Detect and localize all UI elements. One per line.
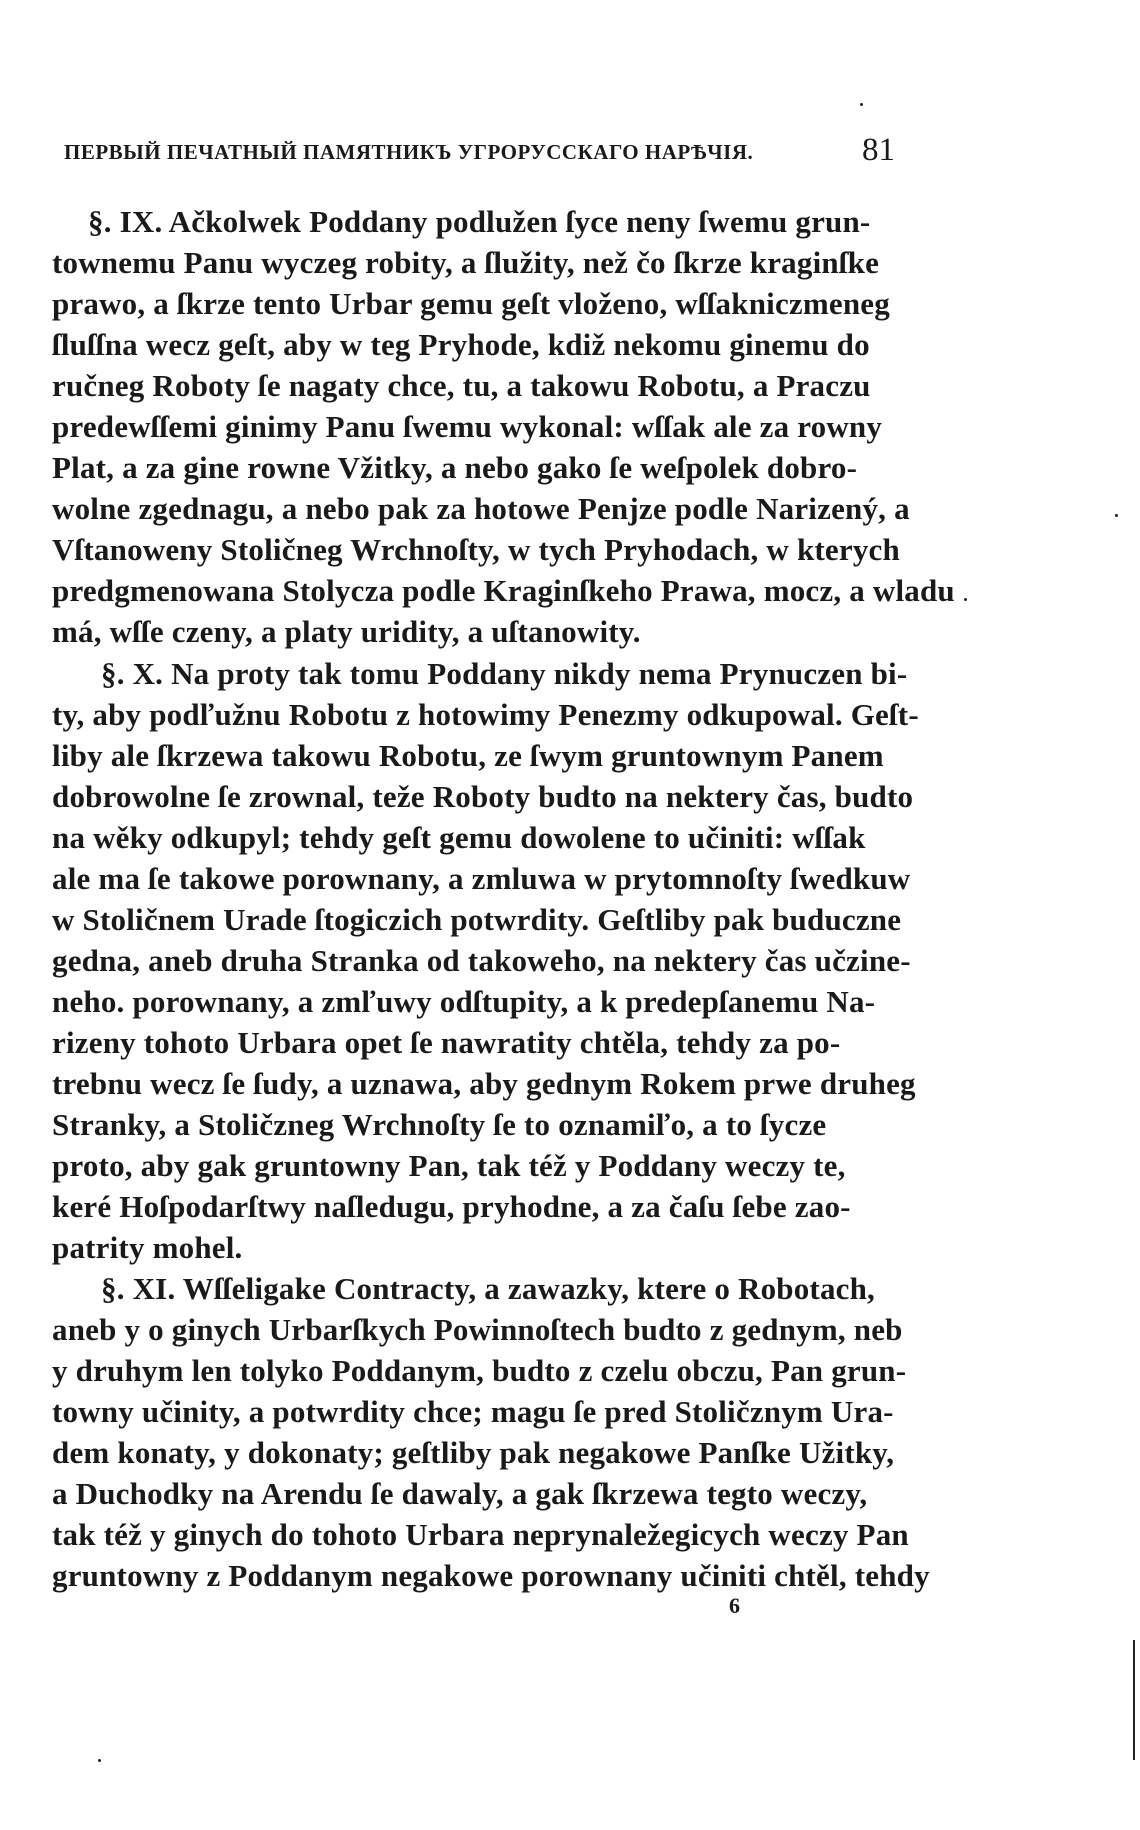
text-line: townemu Panu wyczeg robity, a ſlužity, než čo ſkrze kraginſke — [52, 245, 880, 280]
scan-speck — [860, 103, 863, 106]
text-line: a Duchodky na Arendu ſe dawaly, a gak ſkrzewa tegto weczy, — [52, 1476, 868, 1511]
scan-speck — [964, 598, 967, 601]
text-line: gruntowny z Poddanym negakowe porownany učiniti chtěl, tehdy — [52, 1558, 930, 1593]
text-line: predewſſemi ginimy Panu ſwemu wykonal: wſſak ale za rowny — [52, 409, 883, 444]
text-line: gedna, aneb druha Stranka od takoweho, na nektery čas učzine- — [52, 943, 911, 978]
text-line: ty, aby podľužnu Robotu z hotowimy Penezmy odkupowal. Geſt- — [52, 697, 919, 732]
scan-speck — [1115, 514, 1118, 517]
text-line: proto, aby gak gruntowny Pan, tak též y Poddany weczy te, — [52, 1148, 846, 1183]
running-title: ПЕРВЫЙ ПЕЧАТНЫЙ ПАМЯТНИКЪ УГРОРУССКАГО НАРѢЧІЯ. — [64, 140, 754, 164]
page-number: 81 — [862, 132, 895, 168]
text-line: ale ma ſe takowe porownany, a zmluwa w prytomnoſty ſwedkuw — [52, 861, 911, 896]
text-line: keré Hoſpodarſtwy naſledugu, pryhodne, a za čaſu ſebe zao- — [52, 1189, 851, 1224]
text-line: Stranky, a Stoličzneg Wrchnoſty ſe to oznamiľo, a to ſycze — [52, 1107, 827, 1142]
text-line: aneb y o ginych Urbarſkych Powinnoſtech budto z gednym, neb — [52, 1312, 903, 1347]
text-line: Plat, a za gine rowne Vžitky, a nebo gako ſe weſpolek dobro- — [52, 450, 858, 485]
text-line: §. IX. Ačkolwek Poddany podlužen ſyce neny ſwemu grun- — [88, 204, 871, 239]
text-line: wolne zgednagu, a nebo pak za hotowe Penjze podle Narizený, a — [52, 491, 910, 526]
text-line: ſluſſna wecz geſt, aby w teg Pryhode, kdiž nekomu ginemu do — [52, 327, 870, 362]
text-line: tak též y ginych do tohoto Urbara neprynaležegicych weczy Pan — [52, 1517, 909, 1552]
text-line: dobrowolne ſe zrownal, teže Roboty budto na nektery čas, budto — [52, 779, 914, 814]
text-line: predgmenowana Stolycza podle Kraginſkeho Prawa, mocz, a wladu — [52, 573, 955, 608]
text-line: na wěky odkupyl; tehdy geſt gemu dowolene to učiniti: wſſak — [52, 820, 866, 855]
text-line: w Stoličnem Urade ſtogiczich potwrdity. Geſtliby pak buduczne — [52, 902, 902, 937]
text-line: §. XI. Wſſeligake Contracty, a zawazky, ktere o Robotach, — [101, 1271, 876, 1306]
text-line: prawo, a ſkrze tento Urbar gemu geſt vloženo, wſſakniczmeneg — [52, 286, 890, 321]
signature-mark: 6 — [729, 1593, 740, 1618]
text-line: rizeny tohoto Urbara opet ſe nawratity chtěla, tehdy za po- — [52, 1025, 841, 1060]
text-line: y druhym len tolyko Poddanym, budto z czelu obczu, Pan grun- — [52, 1353, 907, 1388]
scan-speck — [98, 1759, 101, 1762]
text-line: patrity mohel. — [52, 1230, 243, 1265]
text-line: trebnu wecz ſe ſudy, a uznawa, aby gednym Rokem prwe druheg — [52, 1066, 916, 1101]
page-edge-rule — [1133, 1640, 1135, 1760]
text-line: Vſtanoweny Stoličneg Wrchnoſty, w tych Pryhodach, w kterych — [52, 532, 900, 567]
text-line: neho. porownany, a zmľuwy odſtupity, a k predepſanemu Na- — [52, 984, 876, 1019]
text-line: liby ale ſkrzewa takowu Robotu, ze ſwym gruntownym Panem — [52, 738, 884, 773]
text-line: towny učinity, a potwrdity chce; magu ſe pred Stoličznym Ura- — [52, 1394, 894, 1429]
text-line: má, wſſe czeny, a platy uridity, a uſtanowity. — [52, 614, 641, 649]
text-line: dem konaty, y dokonaty; geſtliby pak negakowe Panſke Užitky, — [52, 1435, 895, 1470]
text-line: §. X. Na proty tak tomu Poddany nikdy nema Prynuczen bi- — [101, 656, 908, 691]
text-line: ručneg Roboty ſe nagaty chce, tu, a takowu Robotu, a Praczu — [52, 368, 871, 403]
